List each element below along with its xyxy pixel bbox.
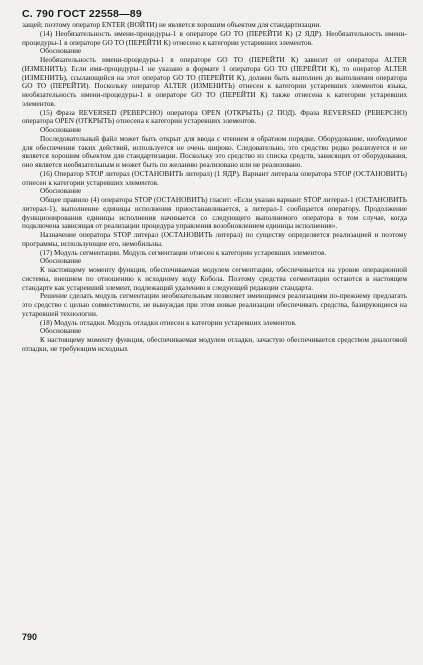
rationale-label-16: Обоснование <box>40 186 82 196</box>
rationale-label-18: Обоснование <box>40 326 82 336</box>
rationale-text-18: К настоящему моменту функция, обеспечиваемая модулем отладки, зачастую обеспечивается средством диалоговой отладки, не требующим исходных <box>22 335 407 353</box>
item-14-heading: (14) Необязательность имени-процедуры-1 в операторе GO TO (ПЕРЕЙТИ К) (2 ЯДР). Необязательность имени-процедуры-1 в операторе GO TO (ПЕРЕЙТИ К) отнесено к категории устаревших элементов. <box>22 28 407 47</box>
item-16-heading: (16) Оператор STOP литерал (ОСТАНОВИТЬ литерал) (1 ЯДР). Вариант литерала оператора STOP (ОСТАНОВИТЬ) отнесен к категории устаревших элементов. <box>22 168 407 187</box>
item-17-heading: (17) Модуль сегментации. Модуль сегментации отнесен к категории устаревших элементов. <box>40 247 327 257</box>
rationale-text-17: К настоящему моменту функция, обеспечиваемая модулем сегментации, обеспечивается на уровне операционной системы, внешнем по отношению к исходному коду Кобола. Поэтому средства сегментации остаются в настоящем стандарте как устаревший элемент, подлежащий удалению в следующей редакции стандарта. <box>22 265 407 292</box>
rationale-text-14: Необязательность имени-процедуры-1 в операторе GO TO (ПЕРЕЙТИ К) зависит от оператора ALTER (ИЗМЕНИТЬ). Если имя-процедуры-1 не указано в формате 1 оператора GO TO (ПЕРЕЙТИ К), то оператор ALTER (ИЗМЕНИТЬ), ссылающийся на этот оператор GO TO (ПЕРЕЙТИ К), должен быть выполнен до выполнения оператора GO TO (ПЕРЕЙТИ). Поскольку оператор ALTER (ИЗМЕНИТЬ) отнесен к категории устаревших элементов языка, необязательность имени-процедуры-1 в операторе GO TO (ПЕРЕЙТИ К) также отнесена к категории устаревших элементов. <box>22 55 407 108</box>
item-18-heading: (18) Модуль отладки. Модуль отладки отнесен к категории устаревших элементов. <box>40 317 297 327</box>
rationale-label-17: Обоснование <box>40 256 82 266</box>
rationale-label-15: Обоснование <box>40 125 82 134</box>
page-number: 790 <box>22 632 38 642</box>
page-header: С. 790 ГОСТ 22558—89 <box>22 8 142 20</box>
rationale-text-15: Последовательный файл может быть открыт для ввода с чтением в обратном порядке. Оборудование, необходимое для обеспечения таких действий, используется не очень широко. Следовательно, это средство редко реализуется и не является хорошим объектом для стандартизации. Поскольку это средство из списка средств, зависящих от оборудования, оно является необязательным и может быть по желанию реализовано или не реализовано. <box>22 133 407 169</box>
document-body <box>22 21 407 354</box>
rationale-text-17b: Решение сделать модуль сегментации необязательным позволяет имеющимся реализациям по-прежнему предлагать это средство с целью совместимости, не вынуждая при этом новые реализации обеспечивать средства, базирующиеся на устаревшей технологии. <box>22 291 407 318</box>
rationale-text-16b: Назначение оператора STOP литерал (ОСТАНОВИТЬ литерал) по существу определяется реализацией и поэтому программы, использующие его, немобильны. <box>22 230 407 248</box>
paragraph-continuation: защей; поэтому оператор ENTER (ВОЙТИ) не является хорошим объектом для стандартизации. <box>22 20 322 29</box>
rationale-label-14: Обоснование <box>40 46 82 56</box>
item-15-heading: (15) Фраза REVERSED (РЕВЕРСНО) оператора OPEN (ОТКРЫТЬ) (2 ПОД). Фраза REVERSED (РЕВЕРСНО) оператора OPEN (ОТКРЫТЬ) отнесена к категории устаревших элементов. <box>22 107 407 126</box>
rationale-text-16: Общее правило (4) оператора STOP (ОСТАНОВИТЬ) гласит: «Если указан вариант STOP литерал-1 (ОСТАНОВИТЬ литерал-1), выполнение единицы исполнения приостанавливается, а литерал-1 сообщается оператору. Продолжение функционирования единицы исполнения начинается со следующего выполнимого оператора в том случае, когда подключена зависящая от реализации процедура управления возобновлением единицы исполнения». <box>22 195 407 231</box>
